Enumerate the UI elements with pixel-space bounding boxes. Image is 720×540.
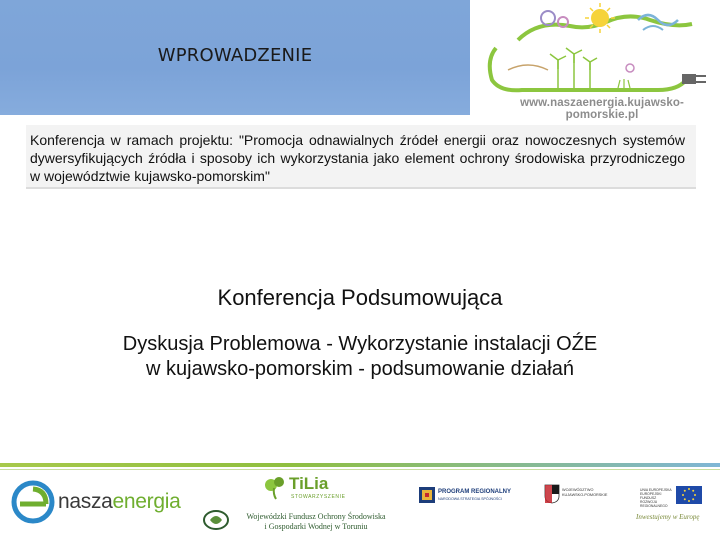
voivodeship-coat-of-arms-icon bbox=[544, 484, 560, 504]
wfos-emblem-icon bbox=[202, 509, 230, 531]
eu-label: UNIA EUROPEJSKA EUROPEJSKI FUNDUSZ ROZWOJU REGIONALNEGO bbox=[640, 488, 672, 508]
footer-divider bbox=[0, 463, 720, 467]
voivodeship-label: WOJEWÓDZTWO KUJAWSKO-POMORSKIE bbox=[562, 488, 608, 497]
project-description: Konferencja w ramach projektu: "Promocja odnawialnych źródeł energii oraz nowoczesnych systemów dywersyfikujących źródła i sposoby ich wykorzystania jako element ochrony środowiska przyrodniczego w województwie kujawsko-pomorskim" bbox=[30, 132, 685, 184]
program-regionalny-icon bbox=[418, 484, 436, 506]
website-url[interactable]: www.naszaenergia.kujawsko-pomorskie.pl bbox=[520, 97, 684, 121]
discussion-subtitle bbox=[0, 332, 720, 382]
footer-divider-thin bbox=[0, 469, 720, 470]
naszaenergia-wordmark bbox=[58, 490, 181, 514]
wordmark-part-2: energia bbox=[112, 490, 181, 513]
program-regionalny-label: PROGRAM REGIONALNY bbox=[438, 489, 512, 495]
eu-flag-icon bbox=[676, 486, 702, 504]
wfos-line-1: Wojewódzki Fundusz Ochrony Środowiska bbox=[246, 512, 386, 521]
program-regionalny-sub: NARODOWA STRATEGIA SPÓJNOŚCI bbox=[438, 497, 502, 501]
tilia-subtitle: STOWARZYSZENIE bbox=[291, 494, 346, 500]
wfos-line-2: i Gospodarki Wodnej w Toruniu bbox=[264, 522, 368, 531]
tilia-wordmark: TiLia bbox=[289, 474, 329, 493]
tilia-leaf-icon bbox=[262, 474, 288, 500]
eu-motto: Inwestujemy w Europę bbox=[636, 513, 700, 521]
wfos-name bbox=[236, 512, 396, 532]
section-title: WPROWADZENIE bbox=[157, 45, 313, 66]
discussion-line-1: Dyskusja Problemowa - Wykorzystanie instalacji OŹE bbox=[122, 333, 598, 355]
discussion-line-2: w kujawsko-pomorskim - podsumowanie działań bbox=[146, 358, 574, 380]
naszaenergia-e-logo bbox=[10, 480, 56, 524]
conference-title: Konferencja Podsumowująca bbox=[217, 285, 503, 310]
wordmark-part-1: nasza bbox=[58, 490, 113, 513]
